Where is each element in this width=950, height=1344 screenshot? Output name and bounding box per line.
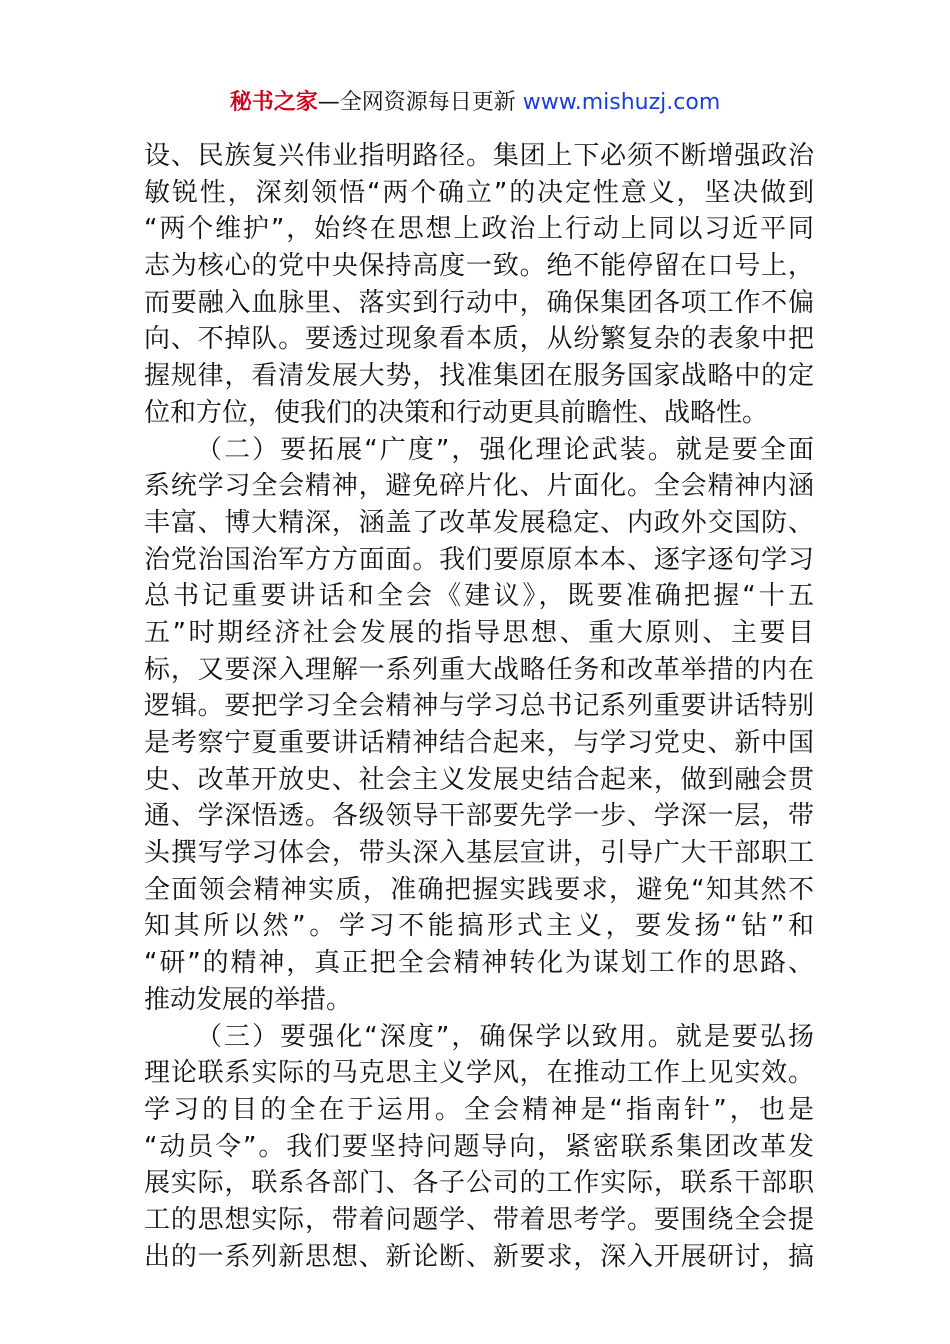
text-line: 出的一系列新思想、新论断、新要求，深入开展研讨，搞 [144, 1241, 814, 1272]
paragraph-last-line: 推动发展的举措。 [144, 984, 353, 1015]
body-text [144, 138, 814, 1275]
text-line: 理论联系实际的马克思主义学风，在推动工作上见实效。 [144, 1058, 814, 1089]
text-line: 握规律，看清发展大势，找准集团在服务国家战略中的定 [144, 361, 814, 392]
page-header [0, 86, 950, 120]
brand-name: 秘书之家 [229, 90, 318, 115]
text-line: “研”的精神，真正把全会精神转化为谋划工作的思路、 [144, 948, 814, 979]
text-line: 而要融入血脉里、落实到行动中，确保集团各项工作不偏 [144, 287, 814, 318]
text-line: 知其所以然”。学习不能搞形式主义，要发扬“钻”和 [144, 911, 814, 942]
text-line: 系统学习全会精神，避免碎片化、片面化。全会精神内涵 [144, 471, 814, 502]
text-line: 设、民族复兴伟业指明路径。集团上下必须不断增强政治 [144, 141, 814, 171]
text-line: 总书记重要讲话和全会《建议》，既要准确把握“十五 [144, 581, 814, 612]
text-line: 逻辑。要把学习全会精神与学习总书记系列重要讲话特别 [144, 691, 814, 722]
site-url-link[interactable]: www.mishuzj.com [522, 90, 721, 115]
paragraph-last-line: 位和方位，使我们的决策和行动更具前瞻性、战略性。 [144, 397, 769, 428]
text-line: 治党治国治军方方面面。我们要原原本本、逐字逐句学习 [144, 544, 814, 575]
section-heading-line: （二）要拓展“广度”，强化理论武装。就是要全面 [196, 434, 814, 465]
text-line: 史、改革开放史、社会主义发展史结合起来，做到融会贯 [144, 764, 814, 795]
text-line: 敏锐性，深刻领悟“两个确立”的决定性意义，坚决做到 [144, 177, 814, 208]
section-heading-line: （三）要强化“深度”，确保学以致用。就是要弘扬 [196, 1021, 814, 1052]
text-line: 向、不掉队。要透过现象看本质，从纷繁复杂的表象中把 [144, 324, 814, 355]
text-line: 五”时期经济社会发展的指导思想、重大原则、主要目 [144, 617, 814, 648]
text-line: 展实际，联系各部门、各子公司的工作实际，联系干部职 [144, 1168, 814, 1199]
header-tagline: —全网资源每日更新 [317, 90, 523, 115]
text-line: 工的思想实际，带着问题学、带着思考学。要围绕全会提 [144, 1204, 814, 1235]
text-line: 通、学深悟透。各级领导干部要先学一步、学深一层，带 [144, 801, 814, 832]
text-line: 志为核心的党中央保持高度一致。绝不能停留在口号上， [144, 251, 814, 282]
text-line: 学习的目的全在于运用。全会精神是“指南针”，也是 [144, 1094, 814, 1125]
text-line: “动员令”。我们要坚持问题导向，紧密联系集团改革发 [144, 1131, 814, 1162]
text-line: 丰富、博大精深，涵盖了改革发展稳定、内政外交国防、 [144, 507, 814, 538]
text-line: “两个维护”，始终在思想上政治上行动上同以习近平同 [144, 214, 814, 245]
text-line: 全面领会精神实质，准确把握实践要求，避免“知其然不 [144, 874, 814, 905]
text-line: 头撰写学习体会，带头深入基层宣讲，引导广大干部职工 [144, 838, 814, 869]
text-line: 是考察宁夏重要讲话精神结合起来，与学习党史、新中国 [144, 728, 814, 758]
text-line: 标，又要深入理解一系列重大战略任务和改革举措的内在 [144, 654, 814, 685]
